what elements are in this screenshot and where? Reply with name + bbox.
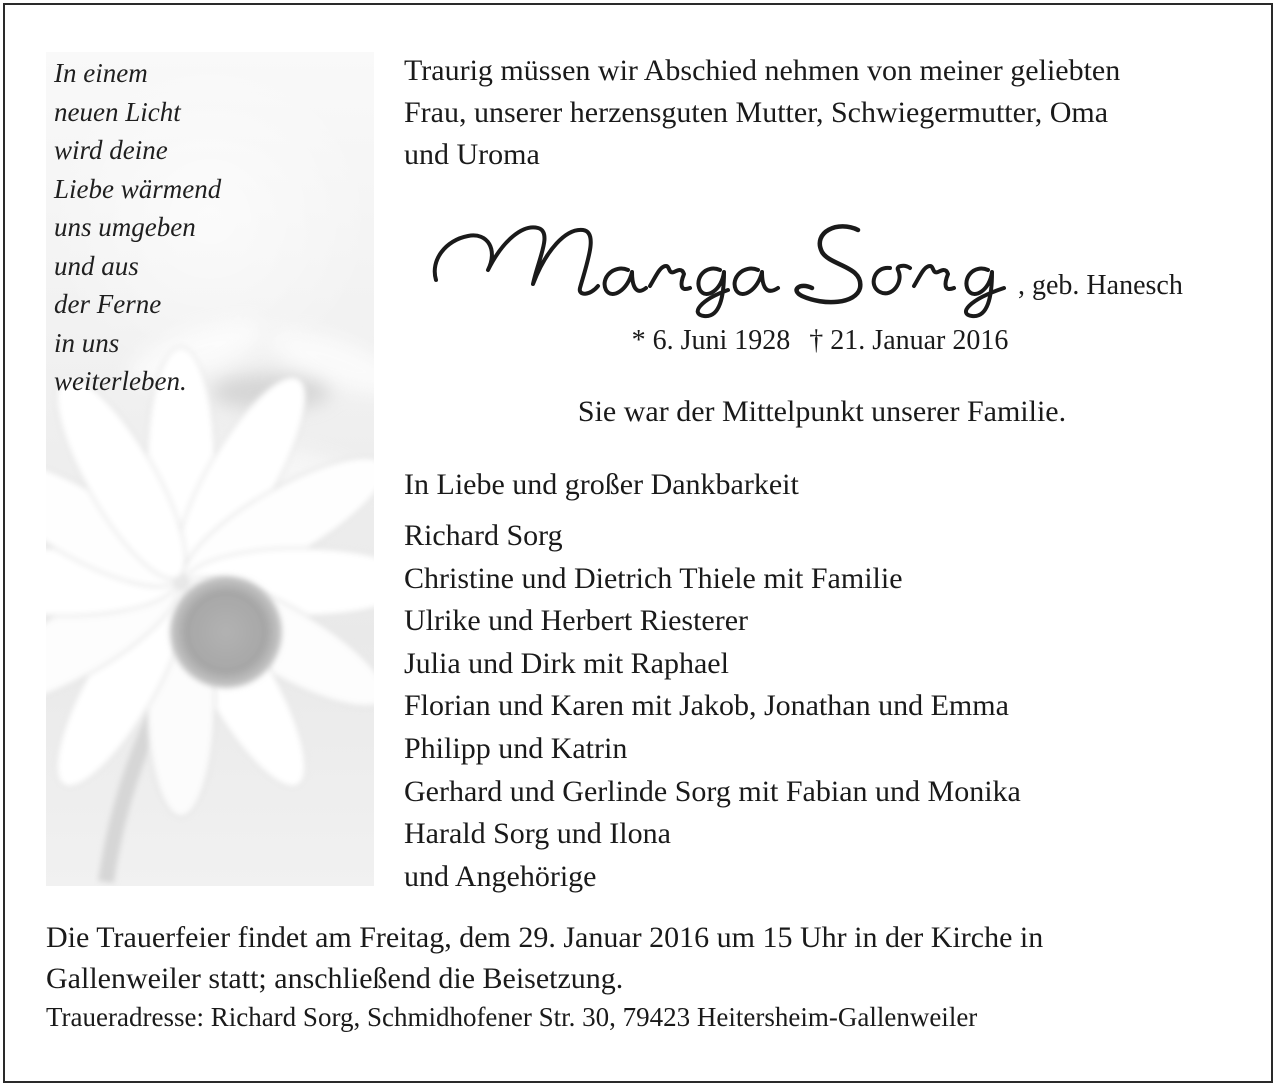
- signoff: In Liebe und großer Dankbarkeit: [404, 468, 799, 501]
- intro-line: Frau, unserer herzensguten Mutter, Schwiegermutter, Oma: [404, 96, 1109, 129]
- deceased-name-script: [428, 200, 1028, 320]
- poem-verse: [54, 54, 314, 401]
- intro-line: Traurig müssen wir Abschied nehmen von meiner geliebten: [404, 54, 1121, 87]
- service-line: Gallenweiler statt; anschließend die Beisetzung.: [46, 962, 624, 995]
- life-dates: [404, 325, 1236, 357]
- poem-line: neuen Licht: [54, 96, 181, 127]
- poem-line: wird deine: [54, 135, 168, 165]
- mourner-entry: Christine und Dietrich Thiele mit Familie: [404, 561, 903, 595]
- funeral-service-info: [46, 917, 1246, 999]
- poem-line: uns umgeben: [54, 212, 196, 242]
- mourner-entry: Gerhard und Gerlinde Sorg mit Fabian und Monika: [404, 774, 1021, 808]
- mourner-entry: Ulrike und Herbert Riesterer: [404, 604, 749, 638]
- intro-text: [404, 50, 1244, 176]
- mourner-entry: und Angehörige: [404, 859, 597, 893]
- mourner-entry: Florian und Karen mit Jakob, Jonathan und Emma: [404, 689, 1009, 723]
- poem-line: Liebe wärmend: [54, 173, 222, 204]
- poem-line: In einem: [54, 58, 148, 88]
- service-line: Die Trauerfeier findet am Freitag, dem 29. Januar 2016 um 15 Uhr in der Kirche in: [46, 921, 1044, 954]
- mourner-entry: Richard Sorg: [404, 519, 563, 552]
- motto: Sie war der Mittelpunkt unserer Familie.: [577, 395, 1067, 428]
- mourner-entry: Philipp und Katrin: [404, 731, 628, 765]
- poem-line: in uns: [54, 327, 120, 358]
- mourner-entry: Harald Sorg und Ilona: [404, 817, 671, 851]
- poem-line: der Ferne: [54, 289, 162, 319]
- intro-line: und Uroma: [404, 138, 540, 171]
- mourner-entry: Julia und Dirk mit Raphael: [404, 646, 729, 680]
- poem-line: und aus: [54, 250, 139, 281]
- poem-line: weiterleben.: [54, 366, 187, 396]
- maiden-name: , geb. Hanesch: [1018, 270, 1183, 301]
- mourning-address: Traueradresse: Richard Sorg, Schmidhofener Str. 30, 79423 Heitersheim-Gallenweiler: [46, 1002, 978, 1032]
- mourners-list: [404, 515, 1021, 898]
- birth-date: * 6. Juni 1928: [631, 325, 791, 356]
- death-date: † 21. Januar 2016: [809, 325, 1009, 356]
